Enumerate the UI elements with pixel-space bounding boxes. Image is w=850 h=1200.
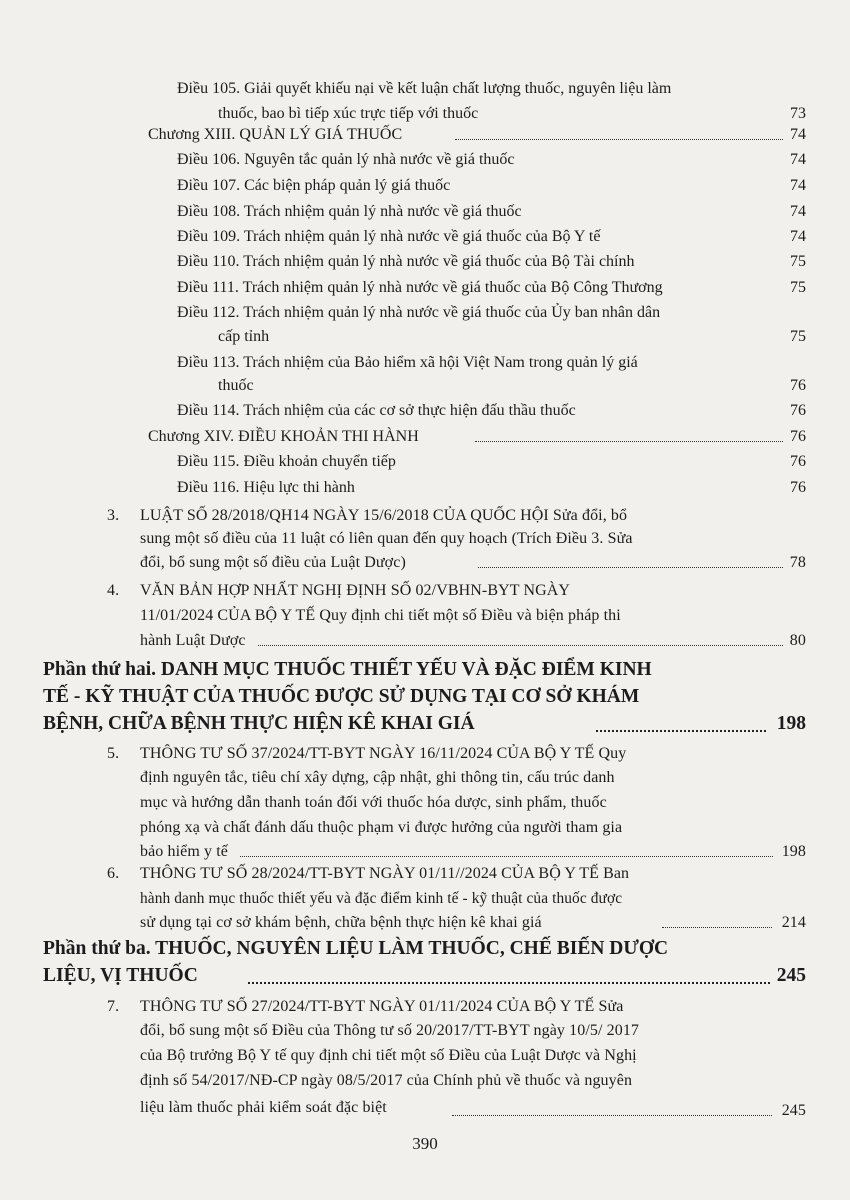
page-number: 390 (412, 1134, 438, 1153)
item-number: 7. (107, 998, 120, 1015)
item-text: THÔNG TƯ SỐ 27/2024/TT-BYT NGÀY 01/11/2024 CỦA BỘ Y TẾ Sửa (140, 998, 624, 1015)
item-text: định nguyên tắc, tiêu chí xây dựng, cập nhật, ghi thông tin, cấu trúc danh (140, 769, 615, 786)
page-ref: 76 (790, 479, 806, 496)
dot-leader (596, 730, 766, 732)
item-text: mục và hướng dẫn thanh toán đối với thuốc hóa dược, sinh phẩm, thuốc (140, 794, 607, 811)
part-title: LIỆU, VỊ THUỐC (43, 965, 198, 986)
page-ref: 76 (790, 402, 806, 419)
entry-text: cấp tỉnh (218, 328, 270, 345)
dot-leader (248, 982, 770, 984)
dot-leader (452, 1115, 772, 1116)
page-ref: 74 (790, 126, 806, 143)
entry-text: Điều 113. Trách nhiệm của Bảo hiểm xã hội Việt Nam trong quản lý giá (177, 354, 638, 371)
item-text: hành Luật Dược (140, 632, 246, 649)
item-text: THÔNG TƯ SỐ 37/2024/TT-BYT NGÀY 16/11/2024 CỦA BỘ Y TẾ Quy (140, 745, 627, 762)
item-text: đổi, bổ sung một số Điều của Thông tư số 20/2017/TT-BYT ngày 10/5/ 2017 (140, 1022, 640, 1039)
item-number: 5. (107, 745, 120, 762)
entry-text: Điều 111. Trách nhiệm quản lý nhà nước về giá thuốc của Bộ Công Thương (177, 279, 663, 296)
page-ref: 214 (781, 914, 806, 931)
page-ref: 75 (790, 253, 806, 270)
entry-text: Điều 116. Hiệu lực thi hành (177, 479, 355, 496)
page-ref: 76 (790, 453, 806, 470)
item-text: định số 54/2017/NĐ-CP ngày 08/5/2017 của Chính phủ về thuốc và nguyên (140, 1072, 633, 1089)
page-ref: 75 (790, 279, 806, 296)
entry-text: Điều 109. Trách nhiệm quản lý nhà nước về giá thuốc của Bộ Y tế (177, 228, 601, 245)
page-ref: 75 (790, 328, 806, 345)
item-text: bảo hiểm y tế (140, 843, 228, 860)
page-ref: 245 (776, 965, 806, 986)
entry-text: Điều 108. Trách nhiệm quản lý nhà nước về giá thuốc (177, 203, 522, 220)
item-number: 6. (107, 865, 120, 882)
page-ref: 74 (790, 228, 806, 245)
dot-leader (478, 567, 783, 568)
entry-text: thuốc, bao bì tiếp xúc trực tiếp với thuốc (218, 105, 479, 122)
item-text: đổi, bổ sung một số điều của Luật Dược) (140, 554, 406, 571)
page-ref: 76 (790, 377, 806, 394)
chapter-title: Chương XIV. ĐIỀU KHOẢN THI HÀNH (148, 428, 419, 445)
entry-text: Điều 110. Trách nhiệm quản lý nhà nước về giá thuốc của Bộ Tài chính (177, 253, 635, 270)
item-text: hành danh mục thuốc thiết yếu và đặc điểm kinh tế - kỹ thuật của thuốc được (140, 890, 623, 907)
part-title: BỆNH, CHỮA BỆNH THỰC HIỆN KÊ KHAI GIÁ (43, 713, 475, 734)
page-ref: 78 (789, 554, 806, 571)
entry-text: Điều 114. Trách nhiệm của các cơ sở thực hiện đấu thầu thuốc (177, 402, 576, 419)
dot-leader (455, 139, 783, 140)
page-ref: 80 (789, 632, 806, 649)
page-ref: 74 (790, 177, 806, 194)
page-ref: 245 (781, 1102, 806, 1119)
chapter-title: Chương XIII. QUẢN LÝ GIÁ THUỐC (148, 126, 403, 143)
item-text: LUẬT SỐ 28/2018/QH14 NGÀY 15/6/2018 CỦA QUỐC HỘI Sửa đổi, bổ (140, 507, 628, 524)
part-title: Phần thứ ba. THUỐC, NGUYÊN LIỆU LÀM THUỐC, CHẾ BIẾN DƯỢC (43, 938, 669, 959)
item-text: liệu làm thuốc phải kiểm soát đặc biệt (140, 1099, 387, 1116)
item-number: 3. (107, 507, 120, 524)
page-ref: 76 (790, 428, 806, 445)
item-number: 4. (107, 582, 120, 599)
page-ref: 74 (790, 203, 806, 220)
item-text: sử dụng tại cơ sở khám bệnh, chữa bệnh thực hiện kê khai giá (140, 914, 542, 931)
entry-text: Điều 106. Nguyên tắc quản lý nhà nước về giá thuốc (177, 151, 515, 168)
item-text: VĂN BẢN HỢP NHẤT NGHỊ ĐỊNH SỐ 02/VBHN-BYT NGÀY (140, 582, 571, 599)
dot-leader (258, 645, 783, 646)
entry-text: Điều 115. Điều khoản chuyển tiếp (177, 453, 396, 470)
part-title: TẾ - KỸ THUẬT CỦA THUỐC ĐƯỢC SỬ DỤNG TẠI CƠ SỞ KHÁM (43, 686, 640, 707)
dot-leader (475, 441, 783, 442)
page-ref: 198 (776, 713, 806, 734)
part-title: Phần thứ hai. DANH MỤC THUỐC THIẾT YẾU VÀ ĐẶC ĐIỂM KINH (43, 659, 652, 680)
page-ref: 73 (790, 105, 806, 122)
page-ref: 198 (781, 843, 806, 860)
entry-text: thuốc (218, 377, 254, 394)
page-ref: 74 (790, 151, 806, 168)
item-text: sung một số điều của 11 luật có liên quan đến quy hoạch (Trích Điều 3. Sửa (140, 530, 633, 547)
dot-leader (240, 856, 773, 857)
item-text: THÔNG TƯ SỐ 28/2024/TT-BYT NGÀY 01/11//2024 CỦA BỘ Y TẾ Ban (140, 865, 630, 882)
item-text: của Bộ trưởng Bộ Y tế quy định chi tiết một số Điều của Luật Dược và Nghị (140, 1047, 637, 1064)
item-text: phóng xạ và chất đánh dấu thuộc phạm vi được hưởng của người tham gia (140, 819, 623, 836)
dot-leader (662, 927, 772, 928)
entry-text: Điều 112. Trách nhiệm quản lý nhà nước về giá thuốc của Ủy ban nhân dân (177, 304, 661, 321)
item-text: 11/01/2024 CỦA BỘ Y TẾ Quy định chi tiết một số Điều và biện pháp thi (140, 607, 621, 624)
entry-text: Điều 105. Giải quyết khiếu nại về kết luận chất lượng thuốc, nguyên liệu làm (177, 80, 672, 97)
entry-text: Điều 107. Các biện pháp quản lý giá thuốc (177, 177, 451, 194)
